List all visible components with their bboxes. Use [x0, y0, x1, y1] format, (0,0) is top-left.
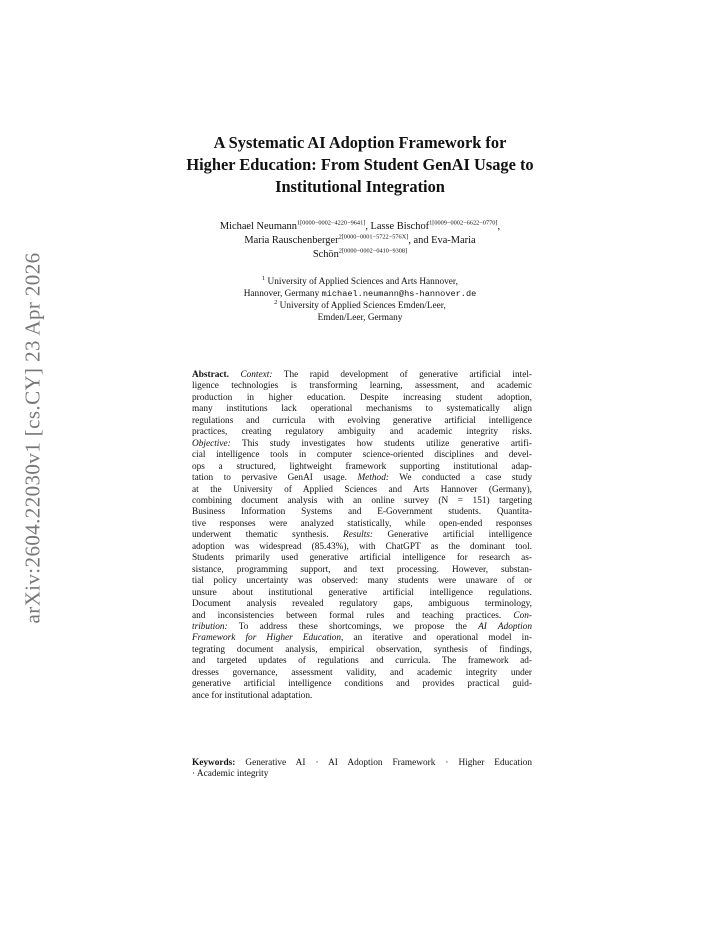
author-orcid: 2[0000−0001−5722−576X]: [338, 233, 409, 241]
author-orcid: 1[0000−0002−4220−9641]: [296, 219, 366, 227]
affiliation-line: Hannover, Germany: [243, 288, 320, 299]
author-orcid: 2[0000−0002−0410−9308]: [338, 247, 408, 255]
abstract-line: combining document analysis with an online survey (N = 151) targeting: [192, 495, 532, 506]
title-line-2: Higher Education: From Student GenAI Usage to: [186, 155, 534, 174]
title-line-1: A Systematic AI Adoption Framework for: [213, 133, 507, 152]
abstract-line: cial intelligence tools in computer science-oriented disciplines and devel-: [192, 450, 532, 461]
abstract-line: Document analysis revealed regulatory gaps, ambiguous terminology,: [192, 599, 532, 610]
author-email: michael.neumann@hs-hannover.de: [321, 288, 477, 299]
abstract-line: tial policy uncertainty was observed: many students were unaware of or: [192, 576, 532, 587]
abstract-line: unsure about institutional generative artificial intelligence regulations.: [192, 587, 532, 598]
paper-title: [140, 132, 580, 198]
author-name: Michael Neumann: [219, 221, 297, 232]
abstract-line: Framework for Higher Education, an iterative and operational model in-: [192, 633, 532, 644]
affiliation-line: University of Applied Sciences Emden/Leer,: [279, 300, 446, 311]
affiliation-marker: 2: [274, 298, 278, 306]
author-name: and Eva-Maria: [413, 235, 476, 246]
arxiv-identifier: arXiv:2604.22030v1 [cs.CY] 23 Apr 2026: [20, 252, 45, 624]
affiliation-line: Emden/Leer, Germany: [317, 312, 403, 323]
keywords-label: Keywords:: [192, 758, 236, 768]
abstract-line: Abstract. Context: The rapid development of generative artificial intel-: [192, 370, 532, 380]
abstract-line: production in higher education. Despite increasing student adoption,: [192, 392, 532, 403]
abstract-line: sistance, programming support, and text processing. However, substan-: [192, 564, 532, 575]
keywords: [192, 758, 532, 781]
affiliation-marker: 1: [262, 274, 266, 282]
abstract-line: and inconsistencies between formal rules and teaching practices. Con-: [192, 610, 532, 621]
abstract-line: and targeted updates of regulations and curricula. The framework ad-: [192, 656, 532, 667]
abstract-line: tation to pervasive GenAI usage. Method: We conducted a case study: [192, 473, 533, 484]
abstract-line: Business Information Systems and E-Government students. Quantita-: [192, 507, 532, 518]
title-line-3: Institutional Integration: [275, 177, 445, 196]
abstract-line: ops a structured, lightweight framework supporting institutional adap-: [192, 461, 532, 472]
author-name: Maria Rauschenberger: [244, 235, 339, 246]
abstract-line: ligence technologies is transforming learning, assessment, and academic: [192, 381, 532, 392]
abstract: [192, 370, 532, 702]
abstract-label: Abstract.: [192, 370, 229, 380]
abstract-line: Objective: This study investigates how students utilize generative artifi-: [192, 438, 533, 449]
arxiv-identifier-sidebar: [18, 252, 48, 624]
author-list: Michael Neumann$^{1[0000-0002-4220-9641]}$, Lasse Bischof$^{1[0009-0002-6622-0770]}$, Maria Rauschenberger$^{2[0000-0001-5722-576X]}$, and Eva-Maria Schön$^{2[0000-0002-0410-9308]}$: [219, 219, 501, 260]
abstract-line: tegrating document analysis, empirical observation, synthesis of findings,: [192, 644, 532, 655]
abstract-line: generative artificial intelligence conditions and provides practical guid-: [192, 679, 532, 690]
abstract-line: practices, creating regulatory ambiguity and academic integrity risks.: [192, 427, 532, 438]
author-name: Lasse Bischof: [370, 221, 430, 232]
abstract-line: at the University of Applied Sciences and Arts Hannover (Germany),: [192, 484, 532, 495]
abstract-line: tribution: To address these shortcomings, we propose the AI Adoption: [192, 621, 532, 632]
abstract-line: underwent thematic synthesis. Results: Generative artificial intelligence: [192, 530, 533, 541]
author-name: Schön: [312, 249, 339, 260]
abstract-line: ance for institutional adaptation.: [192, 690, 313, 701]
abstract-line: Students primarily used generative artificial intelligence for research as-: [192, 553, 532, 564]
abstract-line: tive responses were analyzed statistically, while open-ended responses: [192, 518, 532, 529]
abstract-line: regulations and curricula with evolving generative artificial intelligence: [192, 415, 532, 426]
abstract-line: dresses governance, assessment validity, and academic integrity under: [192, 667, 532, 678]
abstract-line: adoption was widespread (85.43%), with ChatGPT as the dominant tool.: [192, 541, 532, 552]
author-orcid: 1[0009−0002−6622−0770]: [429, 219, 498, 227]
keywords-line: · Academic integrity: [192, 769, 269, 780]
affiliation-line: University of Applied Sciences and Arts Hannover,: [267, 277, 458, 287]
abstract-line: many institutions lack operational mechanisms to systematically align: [192, 404, 532, 415]
keywords-line: Keywords: Generative AI · AI Adoption Framework · Higher Education: [192, 758, 532, 768]
affiliations: [190, 274, 530, 325]
